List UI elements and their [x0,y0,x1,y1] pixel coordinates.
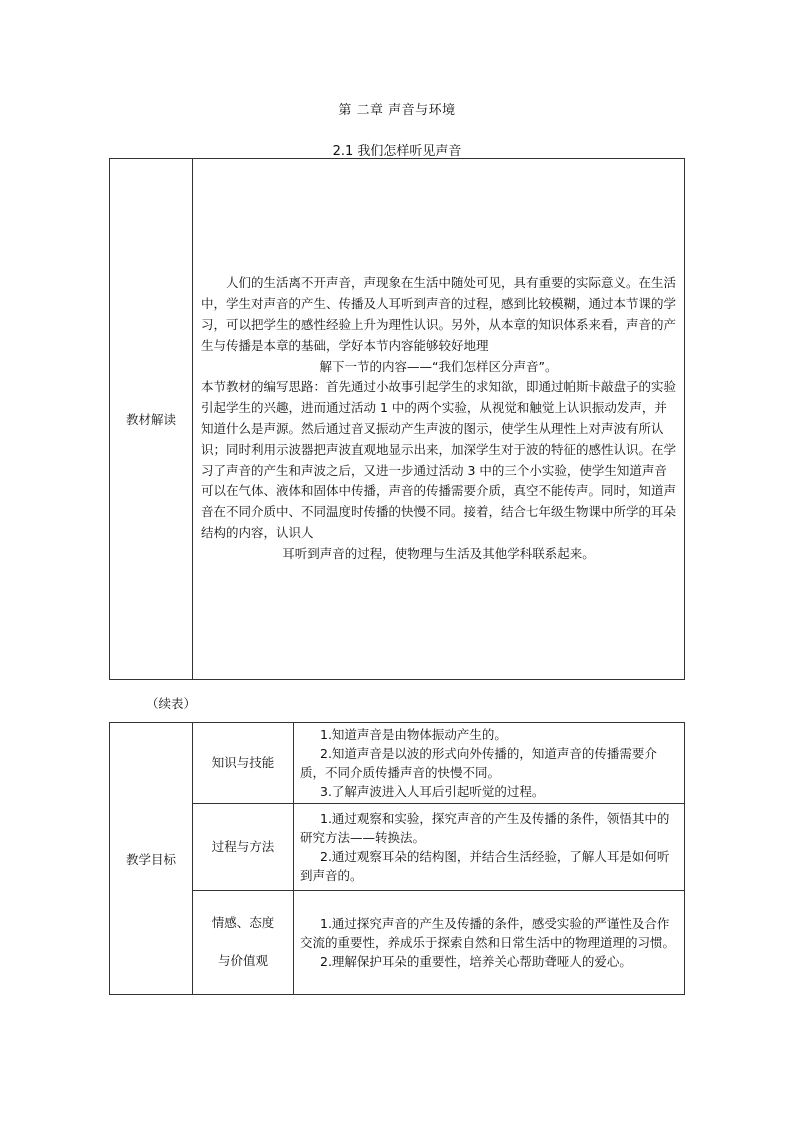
goal-category-process: 过程与方法 [193,804,294,890]
teaching-goals-label: 教学目标 [110,723,193,995]
goal-item: 2.知道声音是以波的形式向外传播的，知道声音的传播需要介质，不同介质传播声音的快慢不同。 [300,746,657,781]
analysis-paragraph-1-end: 解下一节的内容——“我们怎样区分声音”。 [319,358,558,374]
chapter-title: 第 二章 声音与环境 [338,103,456,118]
goal-items-process [294,804,685,890]
goal-items-knowledge [294,723,685,804]
goal-item: 1.通过观察和实验，探究声音的产生及传播的条件，领悟其中的研究方法——转换法。 [300,810,670,845]
analysis-paragraph-2-end: 耳听到声音的过程，使物理与生活及其他学科联系起来。 [282,545,595,561]
goal-item: 2.理解保护耳朵的重要性，培养关心帮助聋哑人的爱心。 [320,953,632,969]
teaching-goals-table [109,722,685,995]
goal-item: 1.知道声音是由物体振动产生的。 [320,727,507,743]
goal-item: 3.了解声波进入人耳后引起听觉的过程。 [320,784,545,800]
section-title: 2.1 我们怎样听见声音 [332,144,462,159]
goal-category-attitude-line1: 情感、态度 [211,915,275,931]
analysis-paragraph-2: 本节教材的编写思路：首先通过小故事引起学生的求知欲，即通过帕斯卡敲盘子的实验引起学生的兴趣，进而通过活动 1 中的两个实验，从视觉和触觉上认识振动发声，并知道什么是声源。然后通过音叉振动产生声波的图示，使学生从理性上对声波有所认识；同时利用示波器把声波直观地显示出来，加深学生对于波的特征的感性认识。在学习了声音的产生和声波之后，又进一步通过活动 3 中的三个小实验，使学生知道声音可以在气体、液体和固体中传播，声音的传播需要介质，真空不能传声。同时，知道声音在不同介质中、不同温度时传播的快慢不同。接着，结合七年级生物课中所学的耳朵结构的内容，认识人 [201,379,677,540]
goal-category-attitude-line2: 与价值观 [217,953,268,969]
continued-table-label: （续表） [146,696,197,711]
goal-item: 1.通过探究声音的产生及传播的条件，感受实验的严谨性及合作交流的重要性，养成乐于探索自然和日常生活中的物理道理的习惯。 [300,915,676,950]
goal-items-attitude [294,890,685,994]
goal-category-attitude [193,890,294,994]
textbook-analysis-label: 教材解读 [110,159,193,680]
goal-category-knowledge: 知识与技能 [193,723,294,804]
textbook-analysis-table [109,158,685,680]
analysis-paragraph-1: 人们的生活离不开声音，声现象在生活中随处可见，具有重要的实际意义。在生活中，学生对声音的产生、传播及人耳听到声音的过程，感到比较模糊，通过本节课的学习，可以把学生的感性经验上升为理性认识。另外，从本章的知识体系来看，声音的产生与传播是本章的基础，学好本节内容能够较好地理 [201,275,677,353]
goal-item: 2.通过观察耳朵的结构图，并结合生活经验，了解人耳是如何听到声音的。 [300,848,670,883]
textbook-analysis-body [193,159,685,680]
